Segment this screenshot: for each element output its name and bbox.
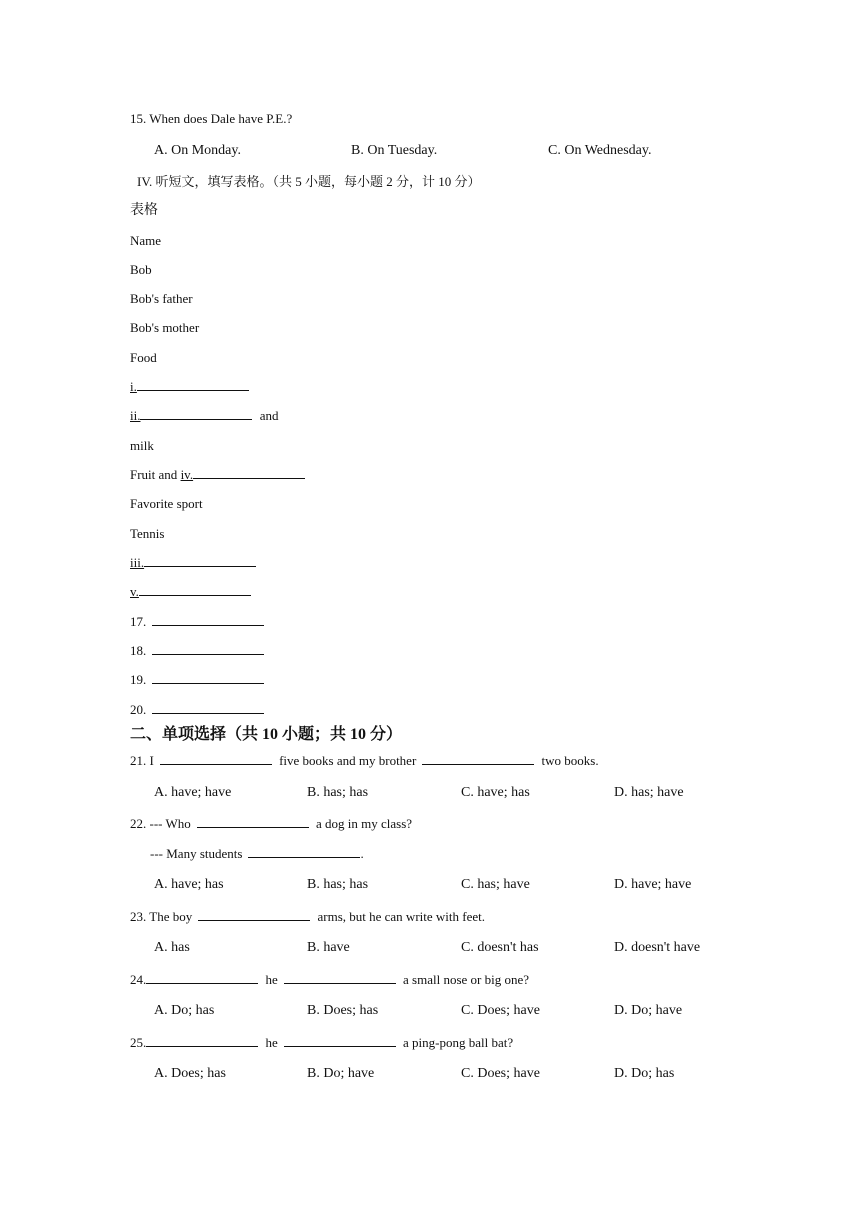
q15-option-c: C. On Wednesday. [548,143,652,158]
cell-bob: Bob [130,262,152,277]
q21-part-2: five books and my brother [279,753,417,768]
blank-v-row [130,583,255,601]
q23-option-a: A. has [154,940,190,955]
q22-option-c: C. has; have [461,877,530,892]
blank-v-field[interactable] [139,583,251,596]
fruit-row [130,466,309,484]
q22-line2-part-1: --- Many students [150,846,243,861]
q21-blank-2[interactable] [422,752,534,765]
q24-option-a: A. Do; has [154,1003,215,1018]
q25-option-c: C. Does; have [461,1066,540,1081]
q22-option-d: D. have; have [614,877,692,892]
fruit-and-text: Fruit and [130,467,181,482]
q25-part-2: he [265,1035,278,1050]
q21-option-a: A. have; have [154,785,232,800]
q24-part-3: a small nose or big one? [403,972,530,987]
answer-20-row [130,701,268,719]
q21-option-d: D. has; have [614,785,684,800]
question-22-line-2 [150,845,364,863]
question-24-stem [130,971,529,989]
question-21-stem [130,752,599,770]
q21-blank-1[interactable] [160,752,272,765]
q25-part-3: a ping-pong ball bat? [403,1035,514,1050]
answer-20-number: 20. [130,702,147,717]
blank-v-label: v. [130,584,139,599]
question-23-stem [130,908,485,926]
blank-i-field[interactable] [137,378,249,391]
q25-blank-2[interactable] [284,1034,396,1047]
blank-ii-field[interactable] [140,407,252,420]
cell-bobs-mother: Bob's mother [130,320,200,335]
table-label: 表格 [130,203,158,218]
cell-bobs-father: Bob's father [130,291,193,306]
q21-option-b: B. has; has [307,785,369,800]
blank-iv-label: iv. [180,467,194,482]
q22-part-1: 22. --- Who [130,816,191,831]
q21-part-3: two books. [541,753,599,768]
q21-part-1: 21. I [130,753,154,768]
q23-option-d: D. doesn't have [614,940,701,955]
answer-17-number: 17. [130,614,147,629]
q21-option-c: C. have; has [461,785,530,800]
q22-blank-1[interactable] [197,815,309,828]
answer-20-field[interactable] [152,701,264,714]
q24-part-1: 24. [130,972,147,987]
answer-19-number: 19. [130,672,147,687]
and-text: and [259,408,279,423]
blank-iii-label: iii. [130,555,145,570]
q23-blank-1[interactable] [198,908,310,921]
q22-line2-part-2: . [360,846,364,861]
blank-iii-row [130,554,260,572]
question-15-stem: 15. When does Dale have P.E.? [130,111,293,126]
q15-option-b: B. On Tuesday. [351,143,438,158]
q22-option-a: A. have; has [154,877,224,892]
blank-i-row [130,378,253,396]
q24-option-c: C. Does; have [461,1003,540,1018]
cell-favorite-sport: Favorite sport [130,496,203,511]
answer-19-field[interactable] [152,671,264,684]
answer-19-row [130,671,268,689]
answer-18-row [130,642,268,660]
q24-part-2: he [265,972,278,987]
cell-food: Food [130,350,157,365]
q23-option-c: C. doesn't has [461,940,539,955]
section-2-title: 二、单项选择（共 10 小题；共 10 分） [130,726,403,743]
q23-part-2: arms, but he can write with feet. [317,909,485,924]
q24-option-b: B. Does; has [307,1003,379,1018]
answer-18-field[interactable] [152,642,264,655]
q25-option-a: A. Does; has [154,1066,226,1081]
q22-blank-2[interactable] [248,845,360,858]
blank-ii-label: ii. [130,408,141,423]
q23-part-1: 23. The boy [130,909,193,924]
answer-18-number: 18. [130,643,147,658]
cell-tennis: Tennis [130,526,165,541]
q24-blank-2[interactable] [284,971,396,984]
q24-option-d: D. Do; have [614,1003,683,1018]
q22-part-2: a dog in my class? [316,816,413,831]
blank-i-label: i. [130,379,137,394]
question-22-stem [130,815,412,833]
part-4-heading: IV. 听短文，填写表格。（共 5 小题，每小题 2 分，计 10 分） [137,174,481,189]
blank-iv-field[interactable] [193,466,305,479]
q25-option-b: B. Do; have [307,1066,375,1081]
answer-17-field[interactable] [152,613,264,626]
q24-blank-1[interactable] [146,971,258,984]
cell-name: Name [130,233,162,248]
q25-option-d: D. Do; has [614,1066,675,1081]
cell-milk: milk [130,438,154,453]
question-25-stem [130,1034,513,1052]
q25-blank-1[interactable] [146,1034,258,1047]
q15-option-a: A. On Monday. [154,143,241,158]
q23-option-b: B. have [307,940,350,955]
answer-17-row [130,613,268,631]
q25-part-1: 25. [130,1035,147,1050]
blank-iii-field[interactable] [144,554,256,567]
q22-option-b: B. has; has [307,877,369,892]
blank-ii-row [130,407,279,425]
